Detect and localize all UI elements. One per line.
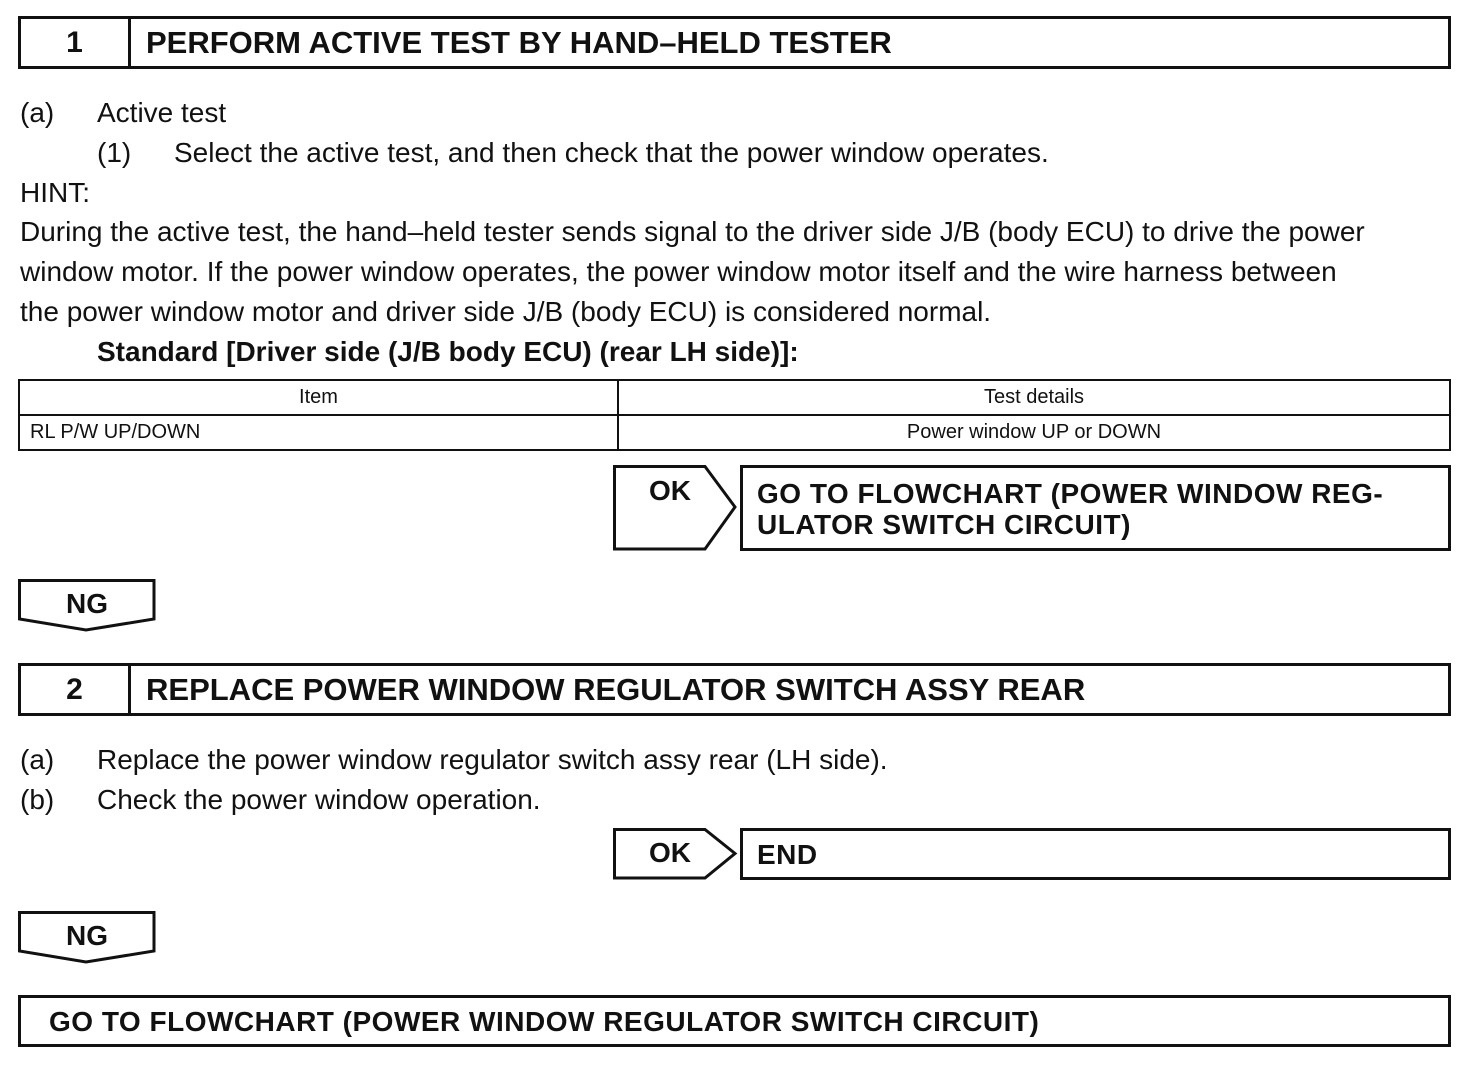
- final-result-box: [18, 995, 1451, 1047]
- table-header-row: [19, 380, 1450, 415]
- ok-result-line-1: GO TO FLOWCHART (POWER WINDOW REG-: [757, 478, 1384, 509]
- hint-line-3: the power window motor and driver side J/B (body ECU) is considered normal.: [20, 296, 992, 327]
- step-2-title: REPLACE POWER WINDOW REGULATOR SWITCH ASSY REAR: [146, 672, 1086, 707]
- step-1-sub1-text: Select the active test, and then check that the power window operates.: [174, 137, 1049, 168]
- step-2-b-text: Check the power window operation.: [97, 784, 541, 815]
- step-2-a-text: Replace the power window regulator switch assy rear (LH side).: [97, 744, 888, 775]
- hint-label: HINT:: [20, 177, 90, 208]
- step-1-sub1-label: (1): [97, 137, 132, 168]
- ok-result-box-1: [740, 465, 1451, 551]
- step-2-header: [18, 663, 1451, 716]
- standard-label: Standard [Driver side (J/B body ECU) (rear LH side)]:: [97, 336, 799, 367]
- ok-result-line-2: ULATOR SWITCH CIRCUIT): [757, 509, 1131, 540]
- ng-label-2: NG: [66, 920, 108, 951]
- table-cell-test-details: Power window UP or DOWN: [618, 415, 1450, 450]
- ng-label-1: NG: [66, 588, 108, 619]
- final-result-text: GO TO FLOWCHART (POWER WINDOW REGULATOR SWITCH CIRCUIT): [49, 1006, 1040, 1037]
- step-2-number: 2: [21, 666, 131, 713]
- table-header-item: Item: [19, 380, 618, 415]
- table-cell-item: RL P/W UP/DOWN: [19, 415, 618, 450]
- table-row: [19, 415, 1450, 450]
- step-2-b-label: (b): [20, 784, 55, 815]
- step-2-a-label: (a): [20, 744, 55, 775]
- hint-line-2: window motor. If the power window operates, the power window motor itself and the wire harness between: [20, 256, 1337, 287]
- step-1-header: [18, 16, 1451, 69]
- ok-result-end: END: [757, 839, 818, 870]
- step-1-number: 1: [21, 19, 131, 66]
- step-1-a-label: (a): [20, 97, 55, 128]
- table-header-test-details: Test details: [618, 380, 1450, 415]
- ok-label-2: OK: [649, 837, 691, 868]
- standard-table: [18, 379, 1451, 451]
- step-1-a-text: Active test: [97, 97, 227, 128]
- ok-label-1: OK: [649, 475, 691, 506]
- ok-result-box-2: [740, 828, 1451, 880]
- step-1-title: PERFORM ACTIVE TEST BY HAND–HELD TESTER: [146, 25, 892, 60]
- hint-line-1: During the active test, the hand–held tester sends signal to the driver side J/B (body ECU) to drive the power: [20, 216, 1365, 247]
